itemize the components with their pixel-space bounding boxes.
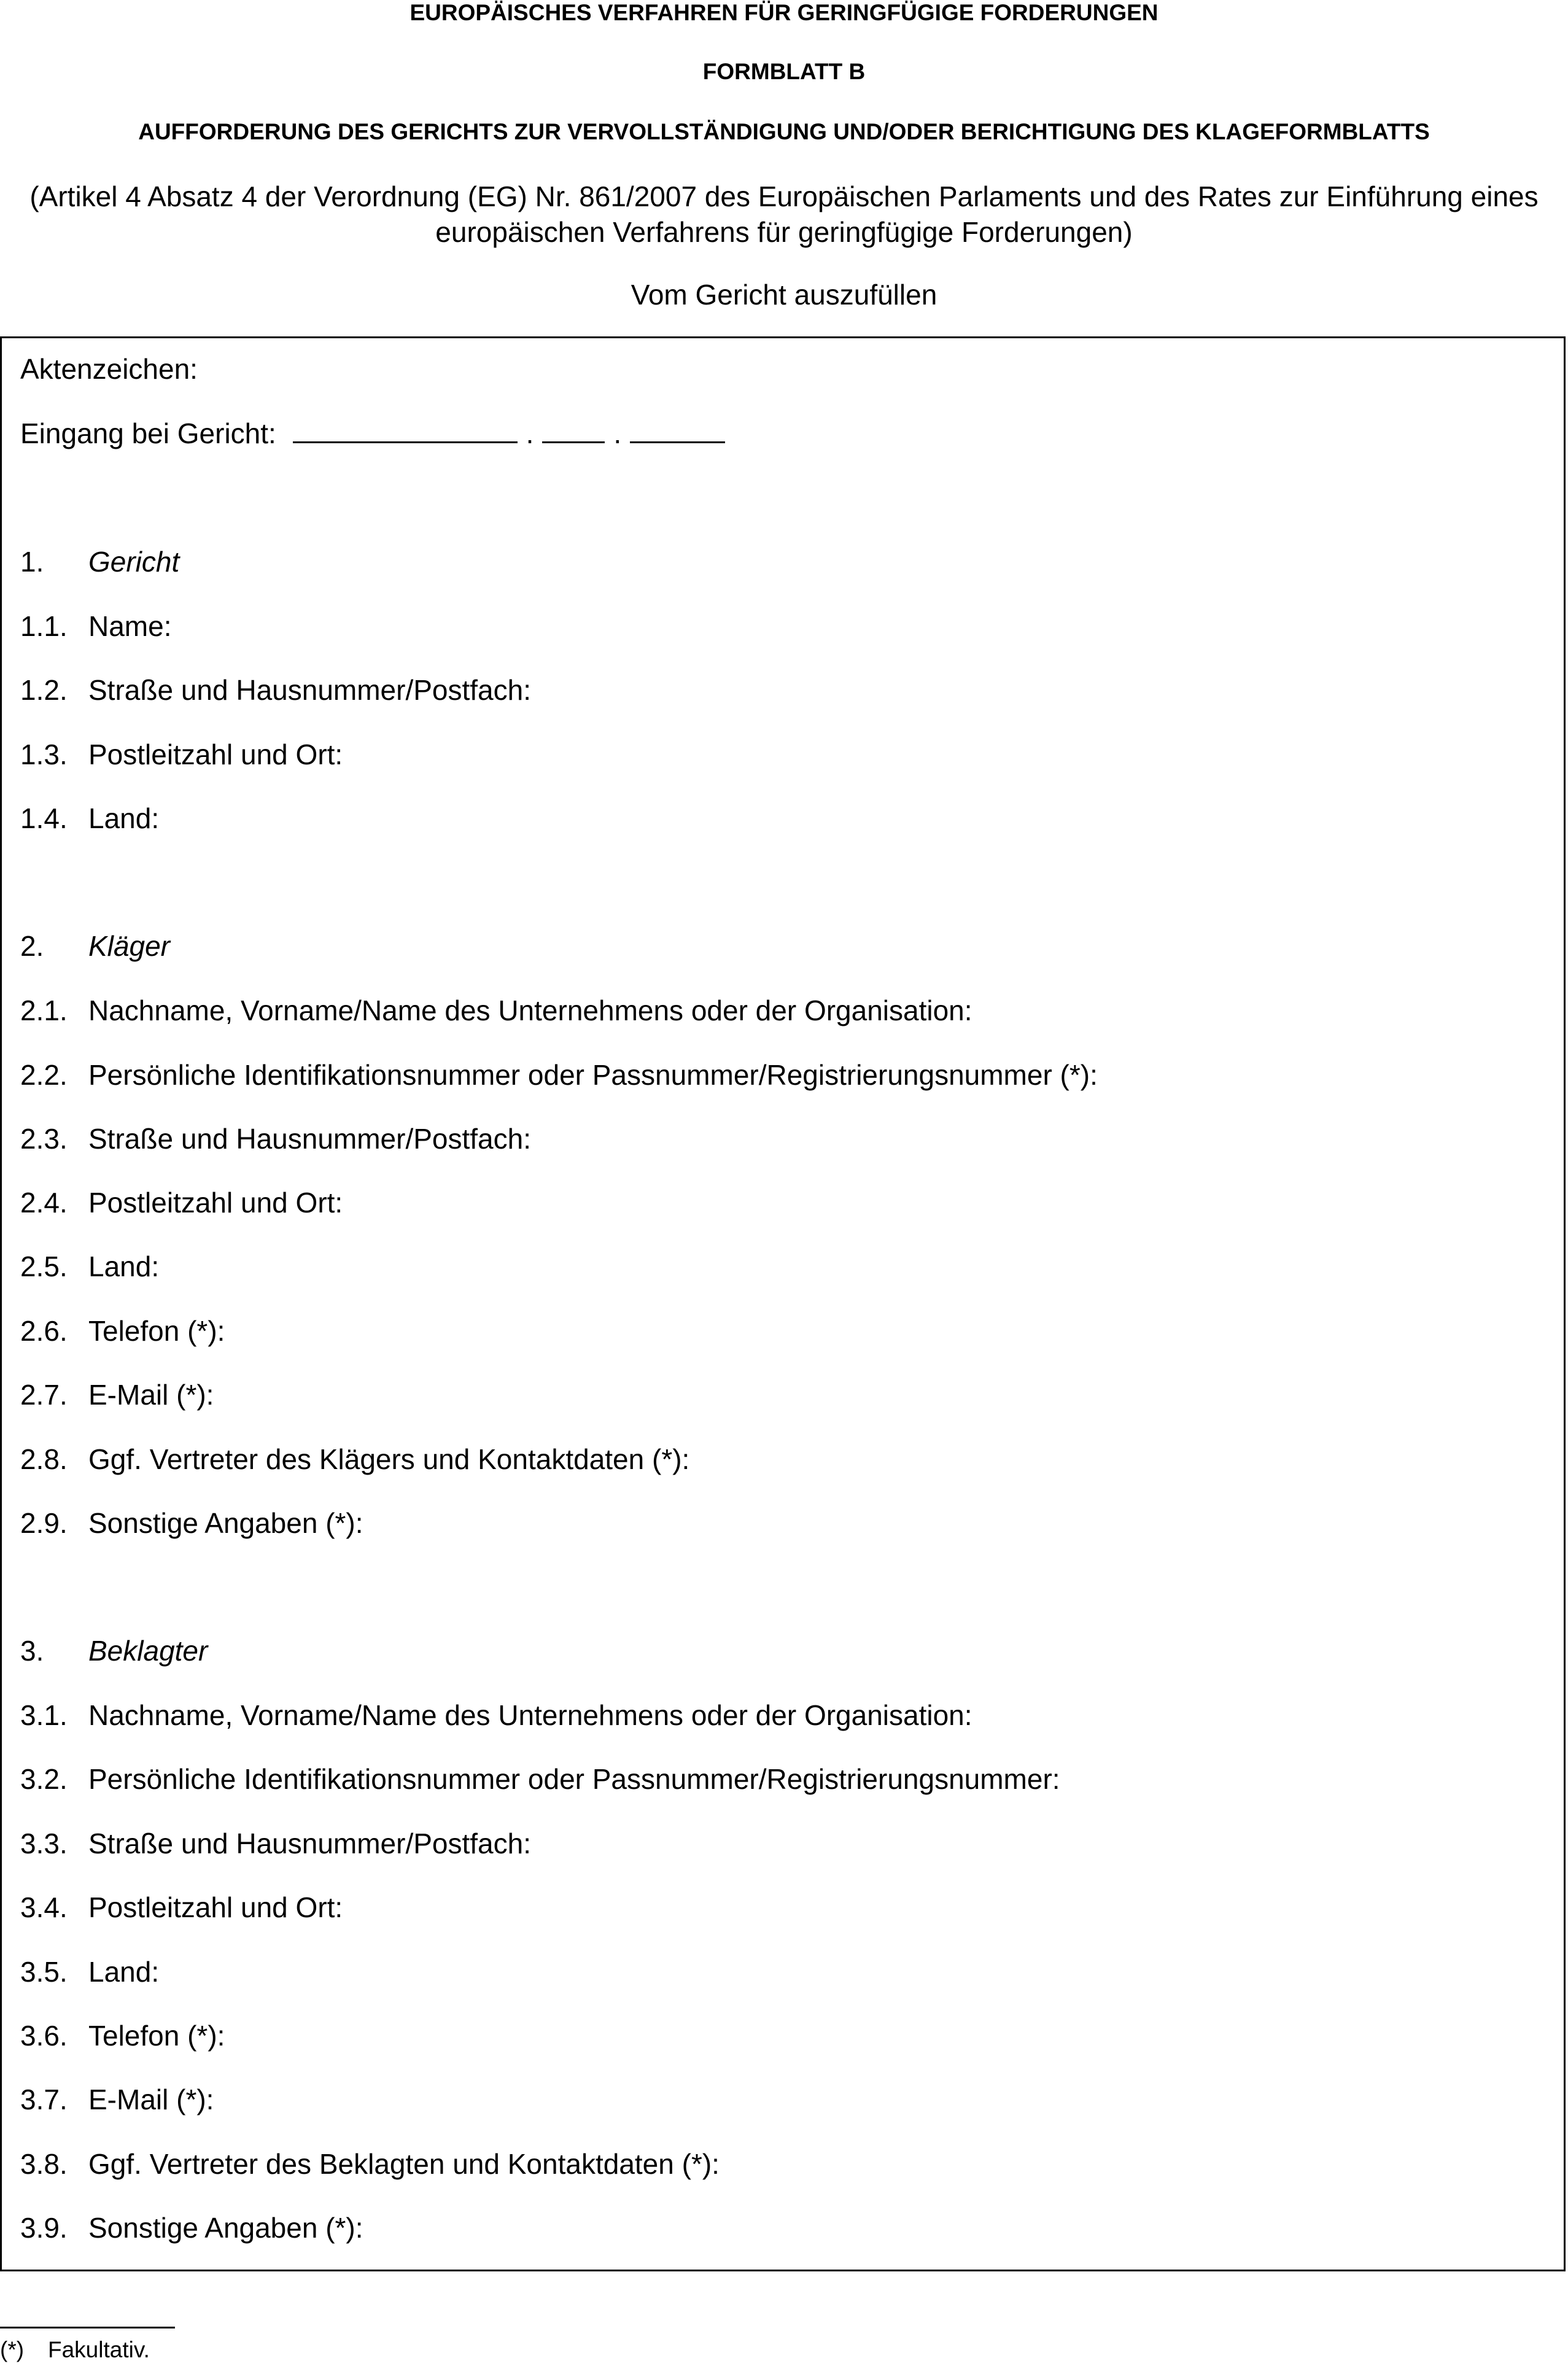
section-number: 2. <box>20 930 44 962</box>
field-label: Sonstige Angaben (*): <box>88 2212 363 2244</box>
section-heading <box>20 1634 208 1668</box>
field-label: Sonstige Angaben (*): <box>88 1507 363 1539</box>
section-heading <box>20 545 179 579</box>
field-number: 3.8. <box>20 2148 68 2180</box>
fill-instruction: Vom Gericht auszufüllen <box>631 279 937 311</box>
field-row <box>20 2147 720 2181</box>
field-number: 3.4. <box>20 1891 68 1923</box>
field-row <box>20 1826 531 1861</box>
field-number: 3.2. <box>20 1763 68 1795</box>
field-row <box>20 609 171 643</box>
field-label: Name: <box>88 610 172 642</box>
field-row <box>20 2082 214 2117</box>
field-label: Telefon (*): <box>88 2020 225 2052</box>
field-number: 3.1. <box>20 1699 68 1731</box>
field-label: Postleitzahl und Ort: <box>88 1187 343 1219</box>
field-number: 3.7. <box>20 2084 68 2115</box>
field-number: 1.4. <box>20 802 68 834</box>
section-number: 1. <box>20 546 44 578</box>
field-row <box>20 993 972 1028</box>
received-month-blank[interactable] <box>542 417 605 443</box>
field-row <box>20 2211 363 2245</box>
field-row <box>20 1249 159 1284</box>
field-label: Straße und Hausnummer/Postfach: <box>88 674 531 706</box>
field-label: Telefon (*): <box>88 1315 225 1347</box>
field-row <box>20 1314 225 1348</box>
section-title: Kläger <box>88 930 170 962</box>
field-row <box>20 673 531 707</box>
section-title: Beklagter <box>88 1635 208 1667</box>
footnote <box>0 2336 150 2363</box>
field-number: 3.9. <box>20 2212 68 2244</box>
footnote-text: Fakultativ. <box>48 2337 150 2362</box>
field-number: 3.5. <box>20 1956 68 1988</box>
field-row <box>20 1058 1098 1092</box>
field-row <box>20 1762 1060 1796</box>
field-number: 1.1. <box>20 610 68 642</box>
field-label: Nachname, Vorname/Name des Unternehmens oder der Organisation: <box>88 1699 972 1731</box>
field-number: 1.2. <box>20 674 68 706</box>
field-number: 2.7. <box>20 1379 68 1411</box>
field-label: Ggf. Vertreter des Klägers und Kontaktdaten (*): <box>88 1443 690 1475</box>
field-label: Land: <box>88 1250 160 1282</box>
field-number: 3.6. <box>20 2020 68 2052</box>
received-date-row <box>20 416 725 451</box>
field-label: Postleitzahl und Ort: <box>88 739 343 770</box>
field-row <box>20 1442 689 1476</box>
field-number: 2.4. <box>20 1187 68 1219</box>
field-label: Straße und Hausnummer/Postfach: <box>88 1123 531 1155</box>
field-label: E-Mail (*): <box>88 1379 214 1411</box>
case-number-row <box>20 352 198 386</box>
date-separator: . <box>526 417 534 449</box>
field-label: Nachname, Vorname/Name des Unternehmens oder der Organisation: <box>88 995 972 1026</box>
field-row <box>20 1698 972 1732</box>
field-label: Land: <box>88 1956 160 1988</box>
received-label: Eingang bei Gericht: <box>20 417 276 449</box>
section-heading <box>20 929 170 963</box>
field-row <box>20 1506 363 1540</box>
field-label: E-Mail (*): <box>88 2084 214 2115</box>
legal-basis: (Artikel 4 Absatz 4 der Verordnung (EG) Nr. 861/2007 des Europäischen Parlaments und des Rates zur Einführung eines europäischen Verfahrens für geringfügige Forderungen) <box>29 180 1539 248</box>
field-row <box>20 1185 343 1220</box>
field-number: 2.9. <box>20 1507 68 1539</box>
court-form-box <box>0 336 1566 2271</box>
received-day-blank[interactable] <box>293 417 518 443</box>
form-subtitle: AUFFORDERUNG DES GERICHTS ZUR VERVOLLSTÄNDIGUNG UND/ODER BERICHTIGUNG DES KLAGEFORMBLATTS <box>138 119 1430 144</box>
field-row <box>20 737 343 772</box>
footnote-mark: (*) <box>0 2337 25 2362</box>
date-separator: . <box>613 417 622 449</box>
field-label: Persönliche Identifikationsnummer oder Passnummer/Registrierungsnummer: <box>88 1763 1060 1795</box>
field-number: 2.2. <box>20 1059 68 1091</box>
field-label: Ggf. Vertreter des Beklagten und Kontaktdaten (*): <box>88 2148 720 2180</box>
form-name: FORMBLATT B <box>702 59 866 84</box>
received-year-blank[interactable] <box>630 417 725 443</box>
field-number: 3.3. <box>20 1828 68 1859</box>
section-number: 3. <box>20 1635 44 1667</box>
case-number-label: Aktenzeichen: <box>20 353 198 385</box>
field-number: 2.3. <box>20 1123 68 1155</box>
field-label: Land: <box>88 802 160 834</box>
section-title: Gericht <box>88 546 180 578</box>
field-number: 2.8. <box>20 1443 68 1475</box>
field-label: Straße und Hausnummer/Postfach: <box>88 1828 531 1859</box>
document-title: EUROPÄISCHES VERFAHREN FÜR GERINGFÜGIGE FORDERUNGEN <box>409 0 1159 25</box>
field-row <box>20 1890 343 1925</box>
field-row <box>20 1378 214 1412</box>
field-row <box>20 1955 159 1989</box>
field-label: Postleitzahl und Ort: <box>88 1891 343 1923</box>
field-number: 1.3. <box>20 739 68 770</box>
footnote-divider <box>0 2327 175 2328</box>
field-row <box>20 801 159 836</box>
field-number: 2.6. <box>20 1315 68 1347</box>
field-row <box>20 2018 225 2053</box>
field-number: 2.1. <box>20 995 68 1026</box>
field-number: 2.5. <box>20 1250 68 1282</box>
field-label: Persönliche Identifikationsnummer oder Passnummer/Registrierungsnummer (*): <box>88 1059 1098 1091</box>
field-row <box>20 1122 531 1156</box>
